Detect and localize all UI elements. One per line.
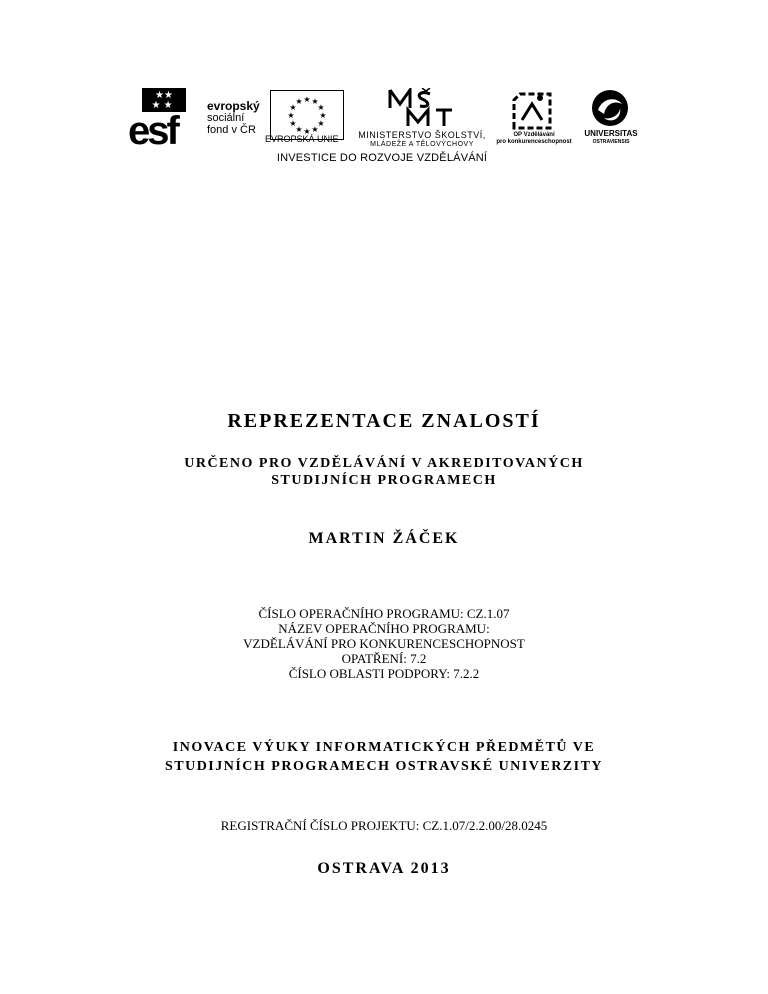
eu-flag-icon xyxy=(270,90,344,140)
universitas-logo-icon xyxy=(590,88,630,128)
tagline: INVESTICE DO ROZVOJE VZDĚLÁVÁNÍ xyxy=(276,152,488,164)
svg-text:★ ★: ★ ★ xyxy=(151,100,173,111)
msmt-label xyxy=(352,130,492,150)
op-line-2: pro konkurenceschopnost xyxy=(496,139,572,145)
info-line: OPATŘENÍ: 7.2 xyxy=(341,651,427,666)
registration-number: REGISTRAČNÍ ČÍSLO PROJEKTU: CZ.1.07/2.2.00/28.0245 xyxy=(220,818,548,833)
esf-label xyxy=(207,100,260,136)
op-label xyxy=(488,132,580,146)
document-title: REPREZENTACE ZNALOSTÍ xyxy=(227,410,541,432)
document-subtitle xyxy=(0,455,768,489)
project-line-1: INOVACE VÝUKY INFORMATICKÝCH PŘEDMĚTŮ VE xyxy=(172,740,596,755)
program-info xyxy=(0,606,768,681)
svg-text:esf: esf xyxy=(128,109,177,146)
esf-logo-icon xyxy=(128,88,204,146)
eu-label: EVROPSKÁ UNIE xyxy=(265,134,339,144)
univ-line-2: OSTRAVIENSIS xyxy=(592,139,630,145)
svg-text:★: ★ xyxy=(289,119,297,128)
esf-line-1: evropský xyxy=(207,99,260,113)
info-line: NÁZEV OPERAČNÍHO PROGRAMU: xyxy=(278,621,490,636)
svg-text:★: ★ xyxy=(289,103,297,112)
universitas-label xyxy=(568,130,654,146)
msmt-line-2: MLÁDEŽE A TĚLOVÝCHOVY xyxy=(370,141,474,148)
subtitle-line-1: URČENO PRO VZDĚLÁVÁNÍ V AKREDITOVANÝCH xyxy=(184,456,584,471)
svg-text:★★: ★★ xyxy=(155,90,173,101)
svg-text:★: ★ xyxy=(317,119,325,128)
svg-text:★: ★ xyxy=(311,125,319,134)
op-logo-icon xyxy=(510,88,558,132)
info-line: ČÍSLO OBLASTI PODPORY: 7.2.2 xyxy=(288,666,480,681)
svg-text:★: ★ xyxy=(295,97,303,106)
svg-text:★: ★ xyxy=(295,125,303,134)
author: MARTIN ŽÁČEK xyxy=(308,530,460,547)
info-line: VZDĚLÁVÁNÍ PRO KONKURENCESCHOPNOST xyxy=(243,636,525,651)
subtitle-line-2: STUDIJNÍCH PROGRAMECH xyxy=(271,473,497,488)
univ-line-1: UNIVERSITAS xyxy=(584,129,638,138)
svg-text:★: ★ xyxy=(303,127,311,136)
msmt-logo-icon xyxy=(386,88,456,128)
esf-line-3: fond v ČR xyxy=(207,124,256,136)
city-year: OSTRAVA 2013 xyxy=(317,860,451,877)
op-line-1: OP Vzdělávání xyxy=(513,132,555,138)
esf-line-2: sociální xyxy=(207,112,245,124)
svg-text:★: ★ xyxy=(317,103,325,112)
svg-text:★: ★ xyxy=(287,111,295,120)
svg-text:★: ★ xyxy=(303,95,311,104)
svg-text:★: ★ xyxy=(319,111,327,120)
project-title xyxy=(0,738,768,776)
project-line-2: STUDIJNÍCH PROGRAMECH OSTRAVSKÉ UNIVERZITY xyxy=(164,759,604,774)
info-line: ČÍSLO OPERAČNÍHO PROGRAMU: CZ.1.07 xyxy=(258,606,510,621)
msmt-line-1: MINISTERSTVO ŠKOLSTVÍ, xyxy=(358,130,486,140)
svg-text:★: ★ xyxy=(311,97,319,106)
